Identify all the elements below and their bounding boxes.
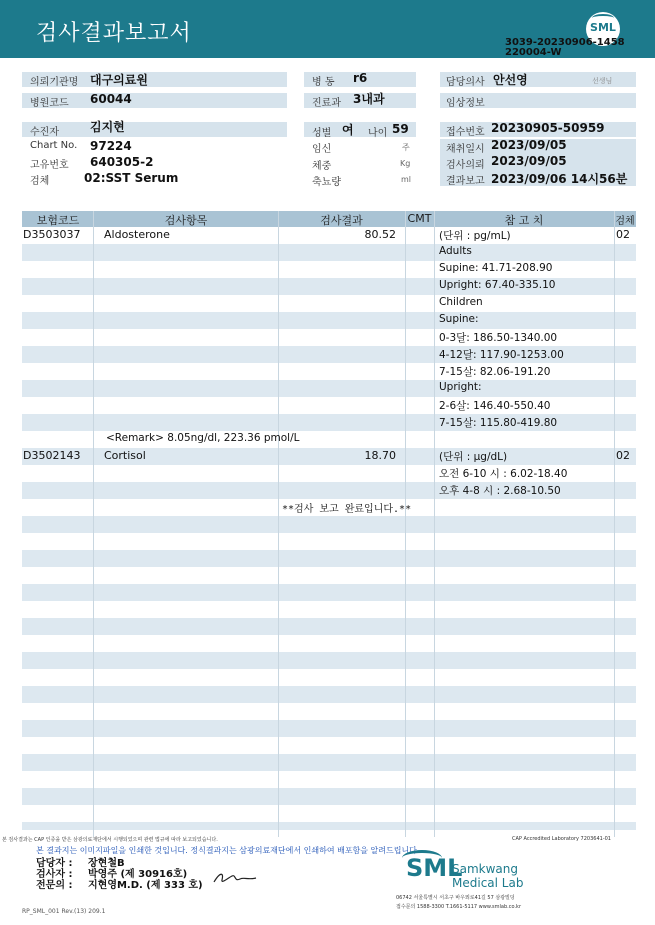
table-row: [22, 244, 636, 261]
table-row: [22, 669, 636, 686]
info-row-bg: [22, 122, 287, 137]
table-row: [22, 686, 636, 703]
table-row: [22, 533, 636, 550]
signature-icon: [212, 870, 258, 886]
table-row: [22, 720, 636, 737]
receipt-no: 20230905-50959: [491, 121, 605, 135]
table-row: [22, 652, 636, 669]
report-title: 검사결과보고서: [36, 21, 192, 46]
table-row: [22, 295, 636, 312]
cell-reference: Upright: 67.40-335.10: [439, 279, 556, 291]
collect-date-label: 채취일시: [446, 144, 485, 155]
specimen: 02:SST Serum: [84, 171, 179, 185]
clinical-info-label: 임상정보: [446, 98, 485, 109]
doctor-label: 담당의사: [446, 77, 485, 88]
cell-reference: 7-15살: 82.06-191.20: [439, 366, 551, 378]
report-id-line1: 3039-20230906-1458: [505, 37, 625, 48]
ward-label: 병 동: [312, 77, 335, 88]
id-label: 고유번호: [30, 160, 69, 171]
cell-reference: Upright:: [439, 381, 482, 393]
cap-note: CAP Accredited Laboratory 7203641-01: [512, 836, 611, 842]
cell-code: D3503037: [23, 228, 81, 241]
age-label: 나이: [368, 128, 388, 139]
report-complete-note: **검사 보고 완료입니다.**: [282, 504, 412, 515]
footer-note: 본 검사결과는 CAP 인증을 받은 삼광의료재단에서 시행되었으며 관련 법규에 따라 보고되었습니다.: [2, 837, 218, 843]
table-row: [22, 635, 636, 652]
hospital-code: 60044: [90, 92, 132, 106]
header-item: 검사항목: [164, 214, 208, 227]
report-id: [505, 38, 625, 58]
table-row: [22, 567, 636, 584]
pregnancy-unit: 주: [402, 143, 410, 152]
cell-reference: (단위 : μg/dL): [439, 451, 508, 463]
table-row: [22, 312, 636, 329]
table-row: [22, 822, 636, 830]
cell-reference: 2-6살: 146.40-550.40: [439, 400, 551, 412]
column-divider: [93, 211, 94, 837]
header-cmt: CMT: [407, 212, 432, 225]
table-row: [22, 601, 636, 618]
patient-name: 김지현: [90, 120, 125, 134]
lab-name-line1: Samkwang: [452, 862, 518, 876]
doctor: 안선영: [493, 73, 528, 87]
table-row: [22, 737, 636, 754]
cell-item: <Remark> 8.05ng/dl, 223.36 pmol/L: [106, 432, 300, 444]
officer-label: 담당자 :: [36, 858, 73, 869]
weight-label: 체중: [312, 161, 332, 172]
cell-specimen: 02: [616, 228, 630, 241]
cell-reference: 4-12달: 117.90-1253.00: [439, 349, 564, 361]
cell-reference: Adults: [439, 245, 472, 257]
table-row: [22, 805, 636, 822]
request-date-label: 검사의뢰: [446, 160, 485, 171]
cell-specimen: 02: [616, 449, 630, 462]
lab-name-line2: Medical Lab: [452, 876, 524, 890]
table-row: [22, 380, 636, 397]
lab-logo: SML: [406, 854, 463, 882]
header-reference: 참 고 치: [504, 214, 544, 227]
cell-reference: 7-15살: 115.80-419.80: [439, 417, 558, 429]
column-divider: [278, 211, 279, 837]
cell-code: D3502143: [23, 449, 81, 462]
report-id-line2: 220004-W: [505, 47, 562, 58]
table-row: [22, 550, 636, 567]
cell-reference: 오전 6-10 시 : 6.02-18.40: [439, 468, 568, 480]
lab-address: 06742 서울특별시 서초구 바우뫼로41길 57 삼광빌딩: [396, 895, 515, 901]
footer-blue-note: 본 결과지는 이미지파일을 인쇄한 것입니다. 정식결과지는 삼광의료재단에서 인쇄하여 배포함을 알려드립니다.: [36, 846, 420, 855]
id-no: 640305-2: [90, 155, 154, 169]
department: 3내과: [353, 92, 385, 106]
lab-contact: 접수문의 1588-3300 T.1661-5117 www.smlab.co.kr: [396, 904, 521, 910]
form-code: RP_SML_001 Rev.(13) 209.1: [22, 908, 106, 915]
cell-reference: 오후 4-8 시 : 2.68-10.50: [439, 485, 561, 497]
patient-label: 수진자: [30, 127, 59, 138]
report-date: 2023/09/06 14시56분: [491, 172, 628, 186]
specialist: 지현영M.D. (제 333 호): [88, 880, 203, 891]
cell-reference: Supine:: [439, 313, 479, 325]
table-row: [22, 771, 636, 788]
header-result: 검사결과: [320, 214, 363, 227]
examiner-label: 검사자 :: [36, 869, 73, 880]
weight-unit: Kg: [400, 159, 411, 168]
cell-item: Aldosterone: [104, 228, 170, 241]
cell-result: 18.70: [364, 449, 396, 462]
cell-result: 80.52: [364, 228, 396, 241]
column-divider: [405, 211, 406, 837]
cell-reference: 0-3달: 186.50-1340.00: [439, 332, 558, 344]
chart-label: Chart No.: [30, 140, 78, 151]
header-code: 보험코드: [36, 214, 80, 227]
cell-reference: Children: [439, 296, 483, 308]
requesting-org: 대구의료원: [90, 73, 148, 87]
table-row: [22, 516, 636, 533]
sex: 여: [342, 123, 354, 137]
chart-no: 97224: [90, 139, 132, 153]
table-row: [22, 618, 636, 635]
department-label: 진료과: [312, 98, 341, 109]
urine-unit: ml: [401, 175, 412, 184]
table-row: [22, 754, 636, 771]
table-row: [22, 703, 636, 720]
hospital-code-label: 병원코드: [30, 98, 69, 109]
logo-text: SML: [590, 21, 616, 34]
age: 59: [392, 122, 409, 136]
cell-item: Cortisol: [104, 449, 146, 462]
table-row: [22, 788, 636, 805]
request-date: 2023/09/05: [491, 154, 567, 168]
column-divider: [614, 211, 615, 837]
sex-label: 성별: [312, 128, 332, 139]
pregnancy-label: 임신: [312, 144, 332, 155]
report-date-label: 결과보고: [446, 176, 485, 187]
officer: 장현철B: [88, 858, 125, 869]
collect-date: 2023/09/05: [491, 138, 567, 152]
cell-reference: Supine: 41.71-208.90: [439, 262, 553, 274]
header-specimen: 검체: [615, 216, 635, 227]
column-divider: [434, 211, 435, 837]
specimen-label: 검체: [30, 176, 50, 187]
doctor-suffix: 선생님: [592, 77, 613, 85]
receipt-no-label: 접수번호: [446, 127, 485, 138]
ward: r6: [353, 71, 368, 85]
specialist-label: 전문의 :: [36, 880, 73, 891]
requesting-org-label: 의뢰기관명: [30, 77, 79, 88]
urine-label: 축뇨량: [312, 177, 341, 188]
lab-name: [452, 862, 523, 890]
table-row: [22, 584, 636, 601]
examiner: 박영주 (제 30916호): [88, 869, 188, 880]
cell-reference: (단위 : pg/mL): [439, 230, 511, 242]
